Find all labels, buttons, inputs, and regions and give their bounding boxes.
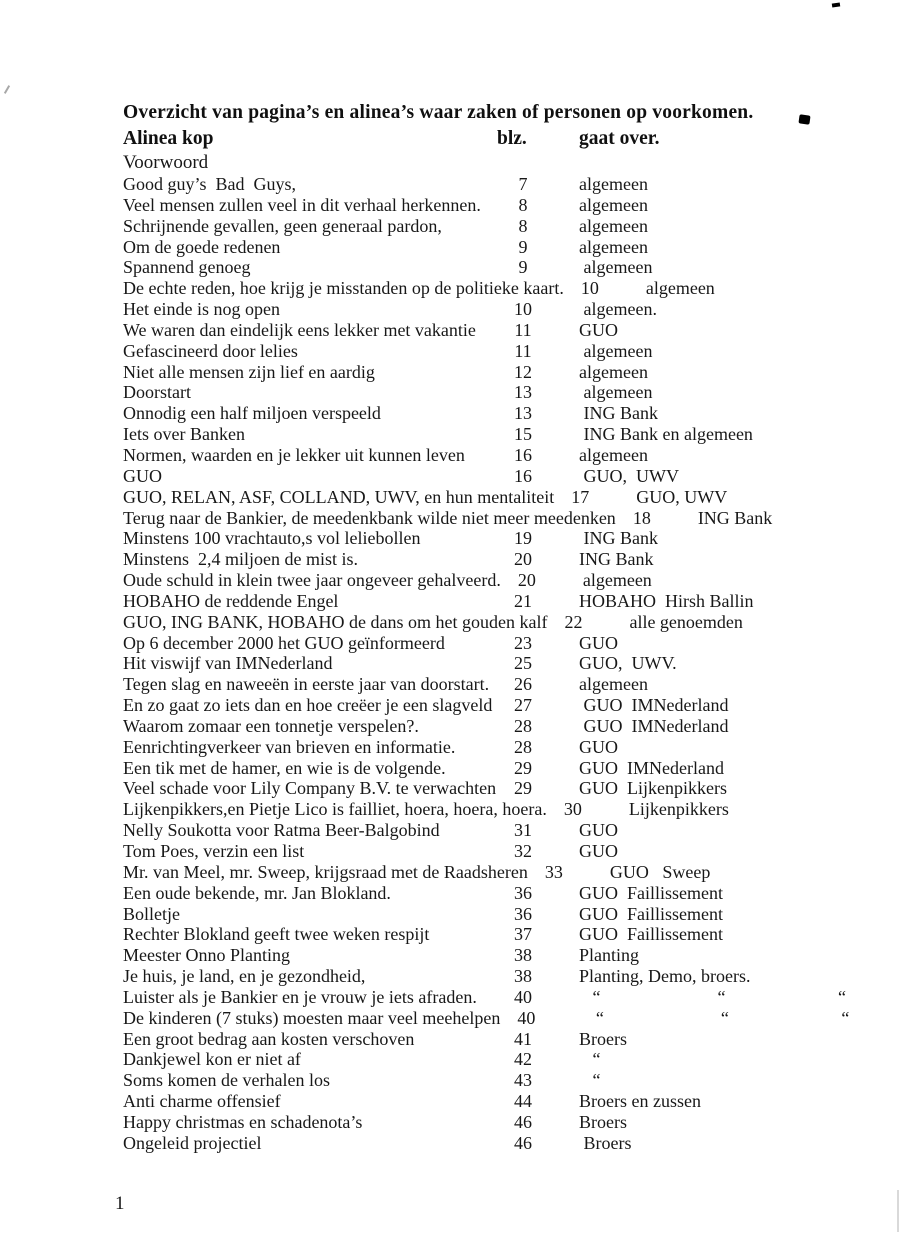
row-subject: ING Bank — [579, 528, 658, 549]
toc-row — [123, 341, 900, 362]
toc-row — [123, 570, 900, 591]
row-page-number: 33 — [544, 861, 563, 882]
row-title: En zo gaat zo iets dan en hoe creëer je een slagveld — [123, 695, 493, 716]
row-subject: GUO IMNederland — [579, 757, 724, 778]
row-title: Normen, waarden en je lekker uit kunnen leven — [123, 444, 465, 465]
row-subject: Lijkenpikkers — [628, 799, 729, 820]
row-title: Bolletje — [123, 903, 180, 924]
row-subject: Broers — [579, 1111, 627, 1132]
row-page-number: 20 — [517, 570, 536, 591]
row-subject: GUO Lijkenpikkers — [579, 778, 727, 799]
row-subject: Planting — [579, 945, 640, 966]
row-page-number: 28 — [514, 715, 532, 736]
row-page-number: 30 — [563, 799, 582, 820]
row-subject: algemeen. — [579, 299, 657, 320]
row-subject: GUO — [579, 736, 618, 757]
row-subject: algemeen — [579, 340, 653, 361]
column-header-row — [123, 126, 900, 151]
row-title: Waarom zomaar een tonnetje verspelen?. — [123, 715, 419, 736]
row-title: Schrijnende gevallen, geen generaal pardon, — [123, 215, 442, 236]
row-subject: GUO, UWV — [636, 486, 728, 507]
row-subject: algemeen — [579, 215, 648, 236]
column-header-blz: blz. — [497, 128, 527, 149]
row-subject: GUO Sweep — [609, 861, 711, 882]
toc-row — [123, 257, 900, 278]
toc-row — [123, 799, 900, 820]
row-page-number: 9 — [518, 257, 528, 278]
row-title: Om de goede redenen — [123, 236, 281, 257]
row-title: Nelly Soukotta voor Ratma Beer-Balgobind — [123, 820, 440, 841]
row-page-number: 7 — [518, 174, 528, 194]
toc-row — [123, 487, 900, 508]
row-title: Terug naar de Bankier, de meedenkbank wilde niet meer meedenken — [123, 507, 616, 528]
row-title: Je huis, je land, en je gezondheid, — [123, 966, 366, 987]
row-page-number: 8 — [518, 194, 528, 215]
row-page-number: 36 — [514, 903, 532, 924]
row-subject: ING Bank — [697, 507, 773, 528]
toc-row — [123, 633, 900, 654]
row-title: Oude schuld in klein twee jaar ongeveer gehalveerd. — [123, 570, 501, 591]
row-page-number: 11 — [514, 340, 532, 361]
toc-row — [123, 278, 900, 299]
row-subject: ING Bank — [579, 549, 654, 570]
toc-row — [123, 904, 900, 925]
column-header-gaat-over: gaat over. — [579, 128, 660, 149]
row-page-number: 8 — [518, 215, 528, 236]
row-title: Eenrichtingverkeer van brieven en informatie. — [123, 736, 456, 757]
row-page-number: 41 — [514, 1028, 532, 1049]
row-page-number: 15 — [514, 424, 532, 445]
row-subject: GUO IMNederland — [579, 715, 729, 736]
row-page-number: 13 — [514, 382, 532, 403]
row-page-number: 17 — [571, 486, 590, 507]
row-title: Good guy’s Bad Guys, — [123, 174, 297, 194]
row-subject: Planting, Demo, broers. — [579, 966, 751, 987]
toc-row — [123, 716, 900, 737]
toc-row — [123, 1133, 900, 1154]
toc-row — [123, 445, 900, 466]
toc-row — [123, 1070, 900, 1091]
page-number: 1 — [115, 1193, 125, 1214]
toc-row-list — [123, 174, 900, 1154]
row-subject: GUO Faillissement — [579, 903, 723, 924]
toc-row — [123, 695, 900, 716]
row-subject: Broers — [579, 1132, 632, 1153]
row-subject: GUO, UWV — [579, 465, 679, 486]
row-page-number: 43 — [514, 1070, 532, 1091]
row-page-number: 28 — [514, 736, 532, 757]
row-title: GUO, RELAN, ASF, COLLAND, UWV, en hun mentaliteit — [123, 486, 555, 507]
document-content — [123, 100, 900, 1154]
row-title: Hit viswijf van IMNederland — [123, 653, 333, 674]
row-title: Tom Poes, verzin een list — [123, 841, 305, 861]
row-title: Mr. van Meel, mr. Sweep, krijgsraad met de Raadsheren — [123, 861, 528, 882]
toc-row — [123, 987, 900, 1008]
toc-row — [123, 820, 900, 841]
row-title: Tegen slag en naweeën in eerste jaar van doorstart. — [123, 674, 490, 695]
row-subject: algemeen — [579, 361, 648, 382]
row-subject: algemeen — [579, 257, 653, 278]
row-title: Soms komen de verhalen los — [123, 1070, 330, 1091]
toc-row — [123, 1091, 900, 1112]
toc-row — [123, 612, 900, 633]
toc-row — [123, 362, 900, 383]
section-heading-voorwoord: Voorwoord — [123, 152, 209, 173]
toc-row — [123, 1029, 900, 1050]
row-page-number: 42 — [514, 1049, 532, 1070]
row-title: Dankjewel kon er niet af — [123, 1049, 301, 1070]
toc-row — [123, 424, 900, 445]
row-title: We waren dan eindelijk eens lekker met vakantie — [123, 319, 476, 340]
row-page-number: 20 — [514, 549, 532, 570]
row-subject: GUO, UWV. — [579, 653, 677, 674]
row-title: Veel mensen zullen veel in dit verhaal herkennen. — [123, 194, 481, 215]
toc-row — [123, 216, 900, 237]
toc-row — [123, 549, 900, 570]
row-subject: Broers en zussen — [579, 1091, 701, 1112]
row-page-number: 10 — [580, 278, 599, 299]
row-subject: Broers — [579, 1028, 627, 1049]
row-subject: algemeen — [582, 570, 652, 591]
row-title: Onnodig een half miljoen verspeeld — [123, 403, 381, 424]
toc-row — [123, 945, 900, 966]
row-page-number: 19 — [514, 528, 532, 549]
toc-row — [123, 299, 900, 320]
row-title: Meester Onno Planting — [123, 945, 290, 966]
row-title: GUO — [123, 465, 162, 486]
toc-row — [123, 674, 900, 695]
row-subject: alle genoemden — [629, 611, 743, 632]
row-page-number: 36 — [514, 882, 532, 903]
row-title: Lijkenpikkers,en Pietje Lico is failliet, hoera, hoera, hoera. — [123, 799, 547, 820]
row-subject: algemeen — [645, 278, 715, 299]
row-subject: algemeen — [579, 236, 648, 257]
toc-row — [123, 924, 900, 945]
row-page-number: 22 — [564, 611, 583, 632]
toc-row — [123, 174, 900, 195]
toc-row — [123, 195, 900, 216]
row-subject: GUO Faillissement — [579, 924, 723, 945]
toc-row — [123, 466, 900, 487]
row-page-number: 46 — [514, 1111, 532, 1132]
toc-row — [123, 841, 900, 862]
row-subject: GUO — [579, 820, 618, 841]
row-page-number: 10 — [514, 299, 532, 320]
toc-row — [123, 320, 900, 341]
row-title: Minstens 2,4 miljoen de mist is. — [123, 549, 359, 570]
toc-row — [123, 591, 900, 612]
row-page-number: 40 — [514, 986, 532, 1007]
row-subject: algemeen — [579, 674, 648, 695]
row-page-number: 11 — [514, 319, 532, 340]
toc-row — [123, 528, 900, 549]
row-page-number: 46 — [514, 1132, 532, 1153]
row-title: Spannend genoeg — [123, 257, 251, 278]
row-subject: algemeen — [579, 174, 648, 194]
row-page-number: 13 — [514, 403, 532, 424]
row-subject: GUO IMNederland — [579, 695, 729, 716]
row-subject: GUO — [579, 632, 618, 653]
row-subject: ING Bank en algemeen — [579, 424, 753, 445]
row-subject: “ “ “ — [579, 986, 846, 1007]
row-page-number: 27 — [514, 695, 532, 716]
row-title: Op 6 december 2000 het GUO geïnformeerd — [123, 632, 445, 653]
row-title: Veel schade voor Lily Company B.V. te verwachten — [123, 778, 497, 799]
row-title: Happy christmas en schadenota’s — [123, 1111, 363, 1132]
row-subject: GUO — [579, 319, 618, 340]
toc-row — [123, 737, 900, 758]
row-subject: GUO — [579, 841, 618, 861]
toc-row — [123, 1008, 900, 1029]
row-page-number: 38 — [514, 966, 532, 987]
toc-row — [123, 237, 900, 258]
toc-row — [123, 883, 900, 904]
row-subject: “ “ “ — [582, 1007, 850, 1028]
row-page-number: 12 — [514, 361, 532, 382]
page-title: Overzicht van pagina’s en alinea’s waar zaken of personen op voorkomen. — [123, 102, 754, 123]
row-page-number: 16 — [514, 465, 532, 486]
row-page-number: 31 — [514, 820, 532, 841]
row-subject: HOBAHO Hirsh Ballin — [579, 590, 754, 611]
scan-edge-smudge — [897, 1190, 899, 1232]
row-page-number: 9 — [518, 236, 528, 257]
toc-row — [123, 1112, 900, 1133]
toc-row — [123, 758, 900, 779]
toc-row — [123, 778, 900, 799]
row-title: Een oude bekende, mr. Jan Blokland. — [123, 882, 391, 903]
row-subject: algemeen — [579, 382, 653, 403]
row-subject: algemeen — [579, 444, 648, 465]
row-title: GUO, ING BANK, HOBAHO de dans om het gouden kalf — [123, 611, 548, 632]
row-title: Gefascineerd door lelies — [123, 340, 298, 361]
row-title: Het einde is nog open — [123, 299, 280, 320]
row-page-number: 29 — [514, 757, 532, 778]
toc-row — [123, 508, 900, 529]
toc-row — [123, 403, 900, 424]
column-header-alinea-kop: Alinea kop — [123, 128, 214, 149]
row-subject: GUO Faillissement — [579, 882, 723, 903]
toc-row — [123, 966, 900, 987]
row-page-number: 23 — [514, 632, 532, 653]
row-title: Ongeleid projectiel — [123, 1132, 262, 1153]
row-page-number: 37 — [514, 924, 532, 945]
row-page-number: 16 — [514, 444, 532, 465]
row-page-number: 25 — [514, 653, 532, 674]
row-title: Doorstart — [123, 382, 191, 403]
row-page-number: 26 — [514, 674, 532, 695]
row-title: Een tik met de hamer, en wie is de volgende. — [123, 757, 446, 778]
row-page-number: 44 — [514, 1091, 532, 1112]
scan-tick-mark-icon — [4, 85, 10, 94]
row-subject: ING Bank — [579, 403, 658, 424]
row-page-number: 40 — [517, 1007, 536, 1028]
row-page-number: 18 — [632, 507, 651, 528]
toc-row — [123, 1049, 900, 1070]
toc-row — [123, 382, 900, 403]
row-title: Een groot bedrag aan kosten verschoven — [123, 1028, 415, 1049]
row-title: De kinderen (7 stuks) moesten maar veel meehelpen — [123, 1007, 501, 1028]
row-title: Rechter Blokland geeft twee weken respijt — [123, 924, 430, 945]
row-title: Anti charme offensief — [123, 1091, 281, 1112]
row-page-number: 29 — [514, 778, 532, 799]
row-title: Minstens 100 vrachtauto,s vol leliebollen — [123, 528, 421, 549]
row-page-number: 21 — [514, 590, 532, 611]
scan-speck-top-icon — [832, 2, 840, 7]
row-subject: “ — [579, 1049, 601, 1070]
row-page-number: 32 — [514, 841, 532, 861]
row-title: Iets over Banken — [123, 424, 245, 445]
row-subject: “ — [579, 1070, 601, 1091]
row-subject: algemeen — [579, 194, 648, 215]
toc-row — [123, 862, 900, 883]
row-title: De echte reden, hoe krijg je misstanden op de politieke kaart. — [123, 278, 564, 299]
toc-row — [123, 653, 900, 674]
row-title: Luister als je Bankier en je vrouw je iets afraden. — [123, 986, 477, 1007]
row-title: HOBAHO de reddende Engel — [123, 590, 339, 611]
row-page-number: 38 — [514, 945, 532, 966]
row-title: Niet alle mensen zijn lief en aardig — [123, 361, 375, 382]
